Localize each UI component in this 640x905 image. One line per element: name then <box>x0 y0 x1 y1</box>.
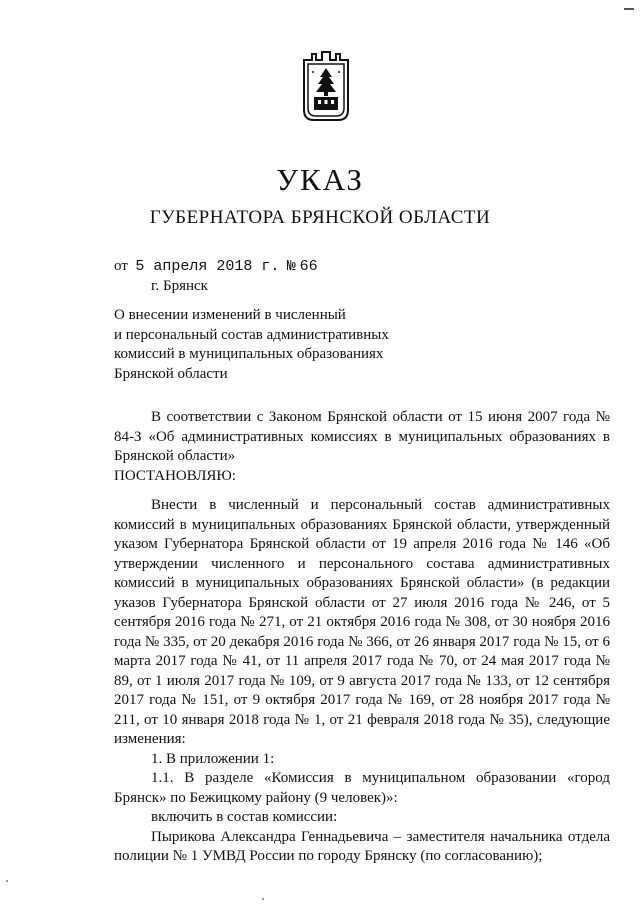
person-entry: Пырикова Александра Геннадьевича – заместителя начальника отдела полиции № 1 УМВД России по городу Брянску (по согласованию); <box>114 828 610 864</box>
decree-word: ПОСТАНОВЛЯЮ: <box>114 467 236 484</box>
subject-line: Брянской области <box>114 365 228 382</box>
document-issuer: ГУБЕРНАТОРА БРЯНСКОЙ ОБЛАСТИ <box>149 207 491 228</box>
date-prefix: от <box>114 258 128 274</box>
subject-line: комиссий в муниципальных образованиях <box>114 346 384 362</box>
date-value: 5 апреля 2018 г. <box>135 258 280 275</box>
include-line: включить в состав комиссии: <box>151 809 338 825</box>
decree-body <box>114 408 610 867</box>
scan-speck <box>6 880 8 882</box>
main-paragraph: Внести в численный и персональный состав административных комиссий в муниципальных образованиях Брянской области, утвержденный указом Губернатора Брянской области от 19 апреля 2016 года № 146 «Об утверждении численного и персонального состава административных комиссий в муниципальных образованиях Брянской области» (в редакции указов Губернатора Брянской области от 27 июля 2016 года № 246, от 5 сентября 2016 года № 271, от 21 октября 2016 года № 308, от 30 ноября 2016 года № 335, от 20 декабря 2016 года № 366, от 26 января 2017 года № 15, от 6 марта 2017 года № 41, от 11 апреля 2017 года № 70, от 24 мая 2017 года № 89, от 1 июля 2017 года № 109, от 9 августа 2017 года № 133, от 12 сентября 2017 года № 151, от 9 октября 2017 года № 169, от 28 ноября 2017 года № 211, от 10 января 2018 года № 1, от 21 февраля 2018 года № 35), следующие изменения: <box>114 497 610 747</box>
item-1: 1. В приложении 1: <box>151 750 275 767</box>
scan-mark <box>624 8 634 10</box>
document-title: УКАЗ <box>276 162 364 197</box>
subject-line: О внесении изменений в численный <box>114 307 346 323</box>
preamble-paragraph: В соответствии с Законом Брянской области от 15 июня 2007 года № 84-З «Об административных комиссиях в муниципальных образованиях в Брянской области» <box>114 409 610 464</box>
item-1-1: 1.1. В разделе «Комиссия в муниципальном образовании «город Брянск» по Бежицкому району (9 человек)»: <box>114 770 610 806</box>
decree-subject <box>114 306 390 384</box>
number-sign: № <box>286 258 296 275</box>
number-value: 66 <box>299 258 318 275</box>
subject-line: и персональный состав административных <box>114 326 389 343</box>
city: г. Брянск <box>151 278 208 294</box>
bryansk-coat-of-arms-icon <box>302 50 350 122</box>
scan-speck <box>262 898 264 900</box>
date-number-line <box>114 256 318 277</box>
